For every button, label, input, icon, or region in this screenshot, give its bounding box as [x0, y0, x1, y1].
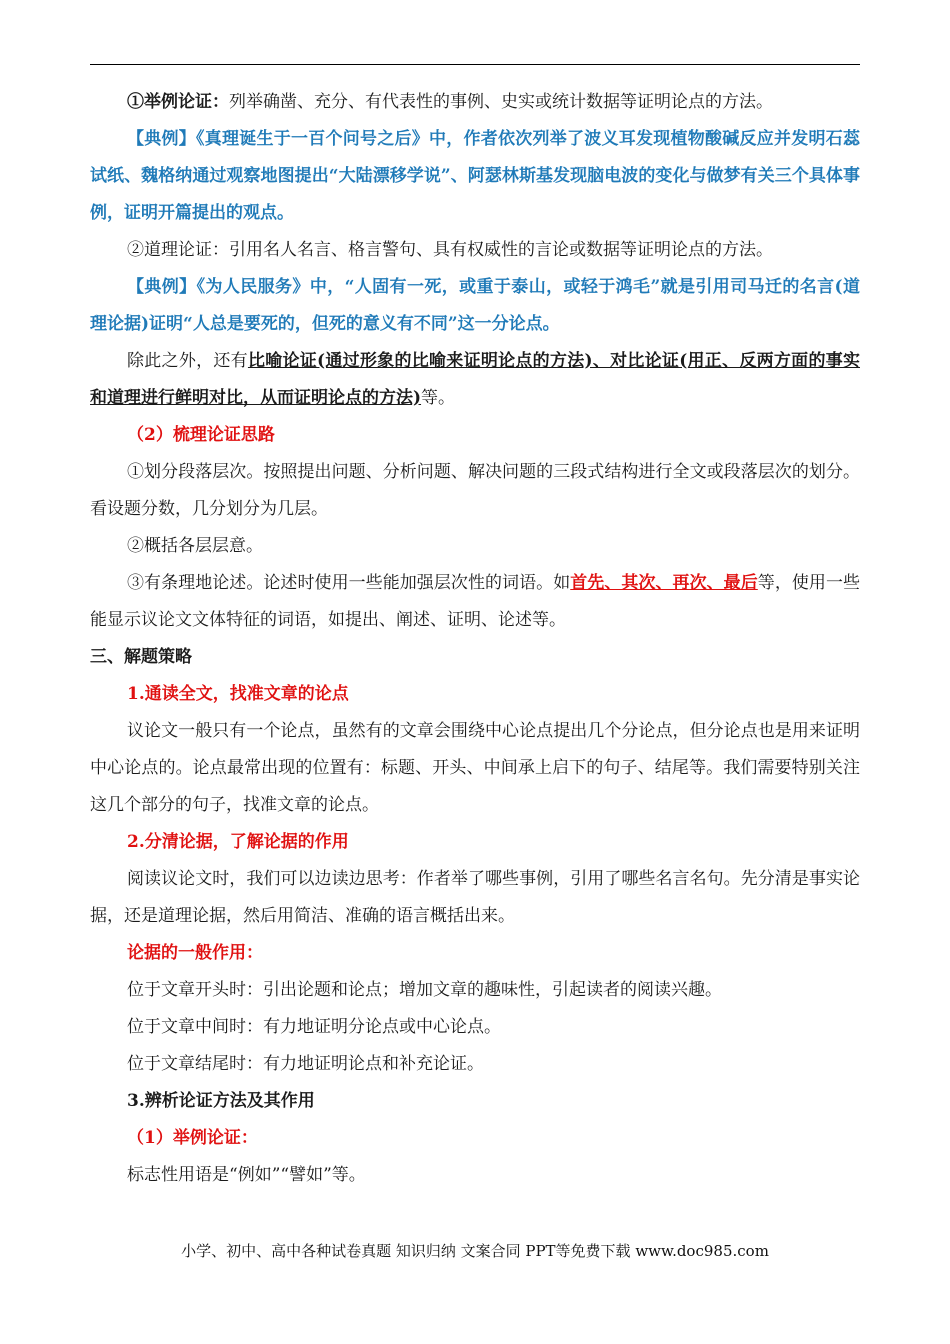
- strategy-1-text: 议论文一般只有一个论点，虽然有的文章会围绕中心论点提出几个分论点，但分论点也是用来证明中心论点的。论点最常出现的位置有：标题、开头、中间承上启下的句子、结尾等。我们需要特别关注这几个部分的句子，找准文章的论点。: [90, 721, 860, 815]
- text: 等，使用一些能显示议论文文体特征的词语，如提出、阐述、证明、论述等。: [90, 573, 861, 630]
- definition-text: 列举确凿、充分、有代表性的事例、史实或统计数据等证明论点的方法。: [229, 92, 773, 112]
- text: 等。: [421, 388, 456, 408]
- text: 除此之外，还有: [127, 351, 248, 371]
- strategy-1-heading: 1.通读全文，找准文章的论点: [127, 684, 349, 704]
- underlined-methods: 比喻论证(通过形象的比喻来证明论点的方法)、对比论证(用正、反两方面的事实和道理进行鲜明对比，从而证明论点的方法): [90, 351, 860, 408]
- paragraph-other-methods: [90, 343, 860, 417]
- page-footer: 小学、初中、高中各种试卷真题 知识归纳 文案合同 PPT等免费下载 www.doc985.com: [181, 1242, 769, 1260]
- marker-words: 标志性用语是“例如”“譬如”等。: [127, 1165, 366, 1185]
- example-argument-subheading: （1）举例论证：: [127, 1128, 258, 1148]
- strategy-2-text: 阅读议论文时，我们可以边读边思考：作者举了哪些事例，引用了哪些名言名句。先分清是事实论据，还是道理论据，然后用简洁、准确的语言概括出来。: [90, 869, 860, 926]
- evidence-use-beginning: 位于文章开头时：引出论题和论点；增加文章的趣味性，引起读者的阅读兴趣。: [127, 980, 722, 1000]
- term-example-argument: ①举例论证：: [127, 92, 229, 112]
- example-1: 【典例】《真理诞生于一百个问号之后》中，作者依次列举了波义耳发现植物酸碱反应并发明石蕊试纸、魏格纳通过观察地图提出“大陆漂移学说”、阿瑟林斯基发现脑电波的变化与做梦有关三个具体事例，证明开篇提出的观点。: [90, 129, 860, 223]
- sequence-words: 首先、其次、再次、最后: [570, 573, 758, 593]
- paragraph-reason-argument: ②道理论证：引用名人名言、格言警句、具有权威性的言论或数据等证明论点的方法。: [127, 240, 773, 260]
- paragraph-example-argument: [90, 84, 860, 121]
- step-2: ②概括各层层意。: [127, 536, 263, 556]
- evidence-use-middle: 位于文章中间时：有力地证明分论点或中心论点。: [127, 1017, 501, 1037]
- evidence-use-end: 位于文章结尾时：有力地证明论点和补充论证。: [127, 1054, 484, 1074]
- step-1: ①划分段落层次。按照提出问题、分析问题、解决问题的三段式结构进行全文或段落层次的划分。看设题分数，几分划分为几层。: [90, 462, 860, 519]
- section-heading-strategies: 三、解题策略: [90, 647, 192, 667]
- document-body: [90, 84, 860, 1194]
- example-2: 【典例】《为人民服务》中，“人固有一死，或重于泰山，或轻于鸿毛”就是引用司马迁的名言(道理论据)证明“人总是要死的，但死的意义有不同”这一分论点。: [90, 277, 860, 334]
- step-3: [90, 565, 860, 639]
- heading-argument-logic: （2）梳理论证思路: [127, 425, 275, 445]
- header-rule: [90, 64, 860, 65]
- strategy-2-heading: 2.分清论据，了解论据的作用: [127, 832, 349, 852]
- text: ③有条理地论述。论述时使用一些能加强层次性的词语。如: [127, 573, 571, 593]
- evidence-function-heading: 论据的一般作用：: [127, 943, 263, 963]
- strategy-3-heading: 3.辨析论证方法及其作用: [127, 1091, 315, 1111]
